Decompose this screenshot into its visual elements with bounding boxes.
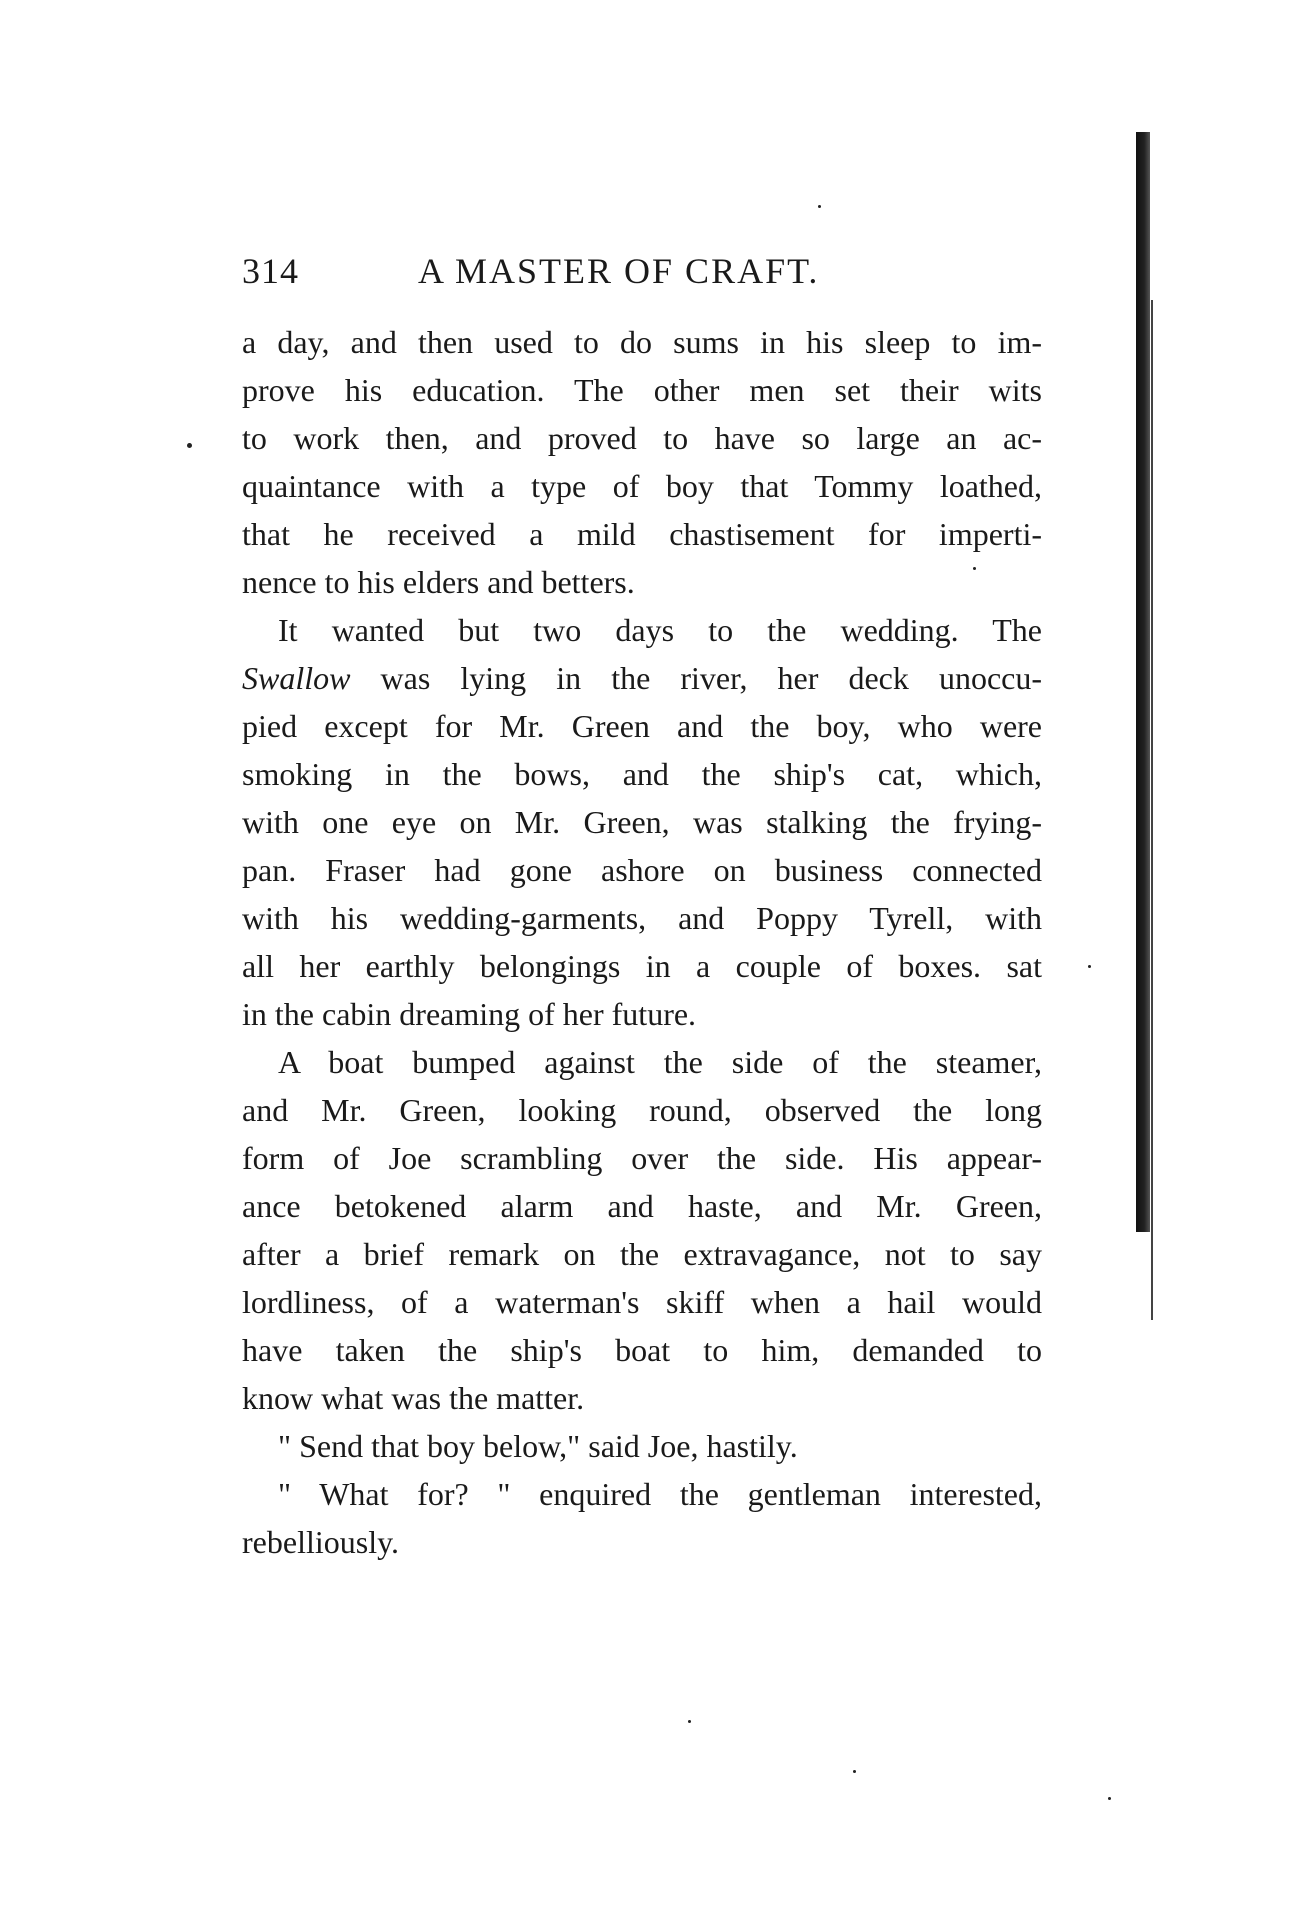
- text-line: ance betokened alarm and haste, and Mr. Green,: [242, 1188, 1042, 1224]
- print-speck: [1088, 965, 1091, 968]
- text-line: that he received a mild chastisement for imperti-: [242, 516, 1042, 552]
- text-line: with one eye on Mr. Green, was stalking the frying-: [242, 804, 1042, 840]
- text-line: pan. Fraser had gone ashore on business connected: [242, 852, 1042, 888]
- text-line: lordliness, of a waterman's skiff when a hail would: [242, 1284, 1042, 1320]
- paragraph: [242, 1470, 1042, 1566]
- text-line: pied except for Mr. Green and the boy, who were: [242, 708, 1042, 744]
- text-line: smoking in the bows, and the ship's cat, which,: [242, 756, 1042, 792]
- text-line: all her earthly belongings in a couple of boxes. sat: [242, 948, 1042, 984]
- text-line: a day, and then used to do sums in his sleep to im-: [242, 324, 1042, 360]
- scan-edge-shadow: [1136, 132, 1150, 1232]
- text-line: with his wedding-garments, and Poppy Tyrell, with: [242, 900, 1042, 936]
- print-speck: [853, 1770, 856, 1773]
- page-number: 314: [242, 251, 299, 291]
- print-speck: [688, 1720, 691, 1723]
- text-line: to work then, and proved to have so large an ac-: [242, 420, 1042, 456]
- print-speck: [818, 205, 821, 208]
- text-line: have taken the ship's boat to him, demanded to: [242, 1332, 1042, 1368]
- text-line: A boat bumped against the side of the steamer,: [278, 1044, 1042, 1080]
- text-line: [242, 654, 1042, 702]
- text-line: " Send that boy below," said Joe, hastily.: [278, 1428, 798, 1464]
- text-line: form of Joe scrambling over the side. His appear-: [242, 1140, 1042, 1176]
- text-line: It wanted but two days to the wedding. The: [278, 612, 1042, 648]
- text-line: in the cabin dreaming of her future.: [242, 996, 697, 1032]
- text-line: after a brief remark on the extravagance, not to say: [242, 1236, 1042, 1272]
- print-speck: [1108, 1797, 1111, 1800]
- paragraph: [242, 1038, 1042, 1422]
- text-line: quaintance with a type of boy that Tommy loathed,: [242, 468, 1042, 504]
- print-speck: [187, 443, 192, 448]
- text-line: nence to his elders and betters.: [242, 564, 635, 600]
- body-text: [242, 318, 1042, 1566]
- text-line: " What for? " enquired the gentleman interested,: [278, 1476, 1042, 1512]
- paragraph: [242, 606, 1042, 1038]
- text-line: and Mr. Green, looking round, observed the long: [242, 1092, 1042, 1128]
- paragraph: [242, 1422, 1042, 1470]
- paragraph: [242, 318, 1042, 606]
- text-line: prove his education. The other men set their wits: [242, 372, 1042, 408]
- text-fragment: was lying in the river, her deck unoccu-: [380, 660, 1043, 696]
- ship-name: Swallow: [242, 660, 351, 696]
- running-header: [242, 250, 1042, 300]
- text-line: rebelliously.: [242, 1524, 399, 1560]
- text-line: know what was the matter.: [242, 1380, 585, 1416]
- scan-edge-line: [1151, 300, 1153, 1320]
- running-title: A MASTER OF CRAFT.: [418, 251, 820, 291]
